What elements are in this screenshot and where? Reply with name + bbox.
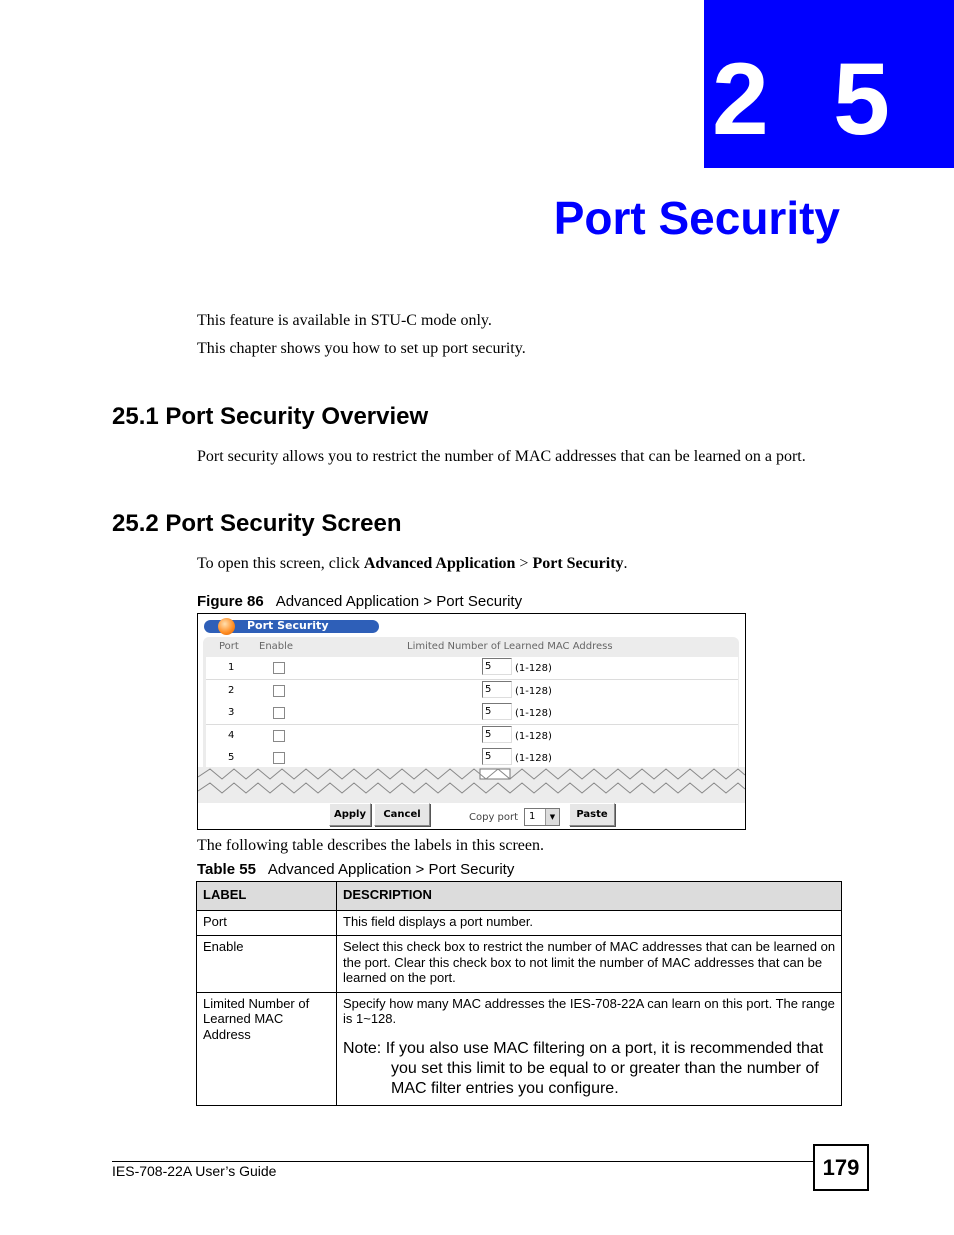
table-row: Limited Number of Learned MAC Address Specify how many MAC addresses the IES-708-22A can learn on this port. The range is 1~128. Note: If you also use MAC filtering on a port, it is recommended that you set this limit to be equal to or greater than the number of MAC filter entries you configure. — [197, 992, 842, 1105]
torn-edge-zigzag — [198, 767, 745, 803]
header-label: LABEL — [197, 882, 337, 911]
table-row: 1 5 (1-128) — [206, 657, 738, 680]
chevron-down-icon: ▼ — [545, 809, 559, 825]
column-header-enable: Enable — [259, 641, 294, 652]
note-text: Note: If you also use MAC filtering on a port, it is recommended that you set this limit to be equal to or greater than the number of MAC filter entries you configure. — [343, 1039, 824, 1097]
overview-text: Port security allows you to restrict the number of MAC addresses that can be learned on a port. — [197, 448, 806, 465]
chapter-number: 2 5 — [712, 42, 908, 156]
table-row: Port This field displays a port number. — [197, 910, 842, 936]
cancel-button[interactable]: Cancel — [374, 803, 430, 826]
limit-input[interactable]: 5 — [482, 681, 512, 698]
orb-icon — [218, 618, 235, 635]
paste-button[interactable]: Paste — [569, 803, 615, 826]
port-security-tab[interactable]: Port Security — [204, 620, 379, 633]
intro-line-2: This chapter shows you how to set up port security. — [197, 340, 526, 357]
table-row: 2 5 (1-128) — [206, 680, 738, 703]
table-row: 5 5 (1-128) — [206, 747, 738, 770]
port-security-screenshot — [197, 613, 746, 830]
intro-line-1: This feature is available in STU-C mode only. — [197, 312, 492, 329]
enable-checkbox[interactable] — [273, 685, 285, 697]
enable-checkbox[interactable] — [273, 707, 285, 719]
column-header-limit: Limited Number of Learned MAC Address — [407, 641, 613, 652]
table-intro-text: The following table describes the labels in this screen. — [197, 837, 545, 854]
table-header-row — [197, 882, 842, 911]
table-caption: Table 55 Advanced Application > Port Security — [197, 861, 515, 878]
section-heading-screen: 25.2 Port Security Screen — [112, 510, 402, 537]
copy-port-label: Copy port — [469, 812, 519, 823]
limit-input[interactable]: 5 — [482, 726, 512, 743]
header-description: DESCRIPTION — [337, 882, 842, 911]
apply-button[interactable]: Apply — [329, 803, 371, 826]
enable-checkbox[interactable] — [273, 752, 285, 764]
limit-input[interactable]: 5 — [482, 658, 512, 675]
footer-guide-title: IES-708-22A User’s Guide — [112, 1163, 277, 1179]
table-row: Enable Select this check box to restrict the number of MAC addresses that can be learned on the port. Clear this check box to not limit the number of MAC addresses that can be learned on the port. — [197, 936, 842, 993]
table-row: 3 5 (1-128) — [206, 702, 738, 725]
enable-checkbox[interactable] — [273, 730, 285, 742]
enable-checkbox[interactable] — [273, 662, 285, 674]
copy-port-select[interactable]: 1 ▼ — [524, 808, 560, 826]
menu-path-port-security: Port Security — [532, 555, 624, 572]
figure-caption: Figure 86 Advanced Application > Port Security — [197, 593, 523, 610]
chapter-title: Port Security — [553, 192, 840, 244]
limit-input[interactable]: 5 — [482, 703, 512, 720]
table-row: 4 5 (1-128) — [206, 725, 738, 748]
label-description-table — [196, 881, 842, 1106]
page-number: 179 — [813, 1144, 869, 1191]
column-header-port: Port — [219, 641, 239, 652]
section-heading-overview: 25.1 Port Security Overview — [112, 403, 429, 430]
limit-input[interactable]: 5 — [482, 748, 512, 765]
screen-intro-text: To open this screen, click Advanced Application > Port Security. — [197, 555, 628, 572]
menu-path-advanced-application: Advanced Application — [363, 555, 516, 572]
